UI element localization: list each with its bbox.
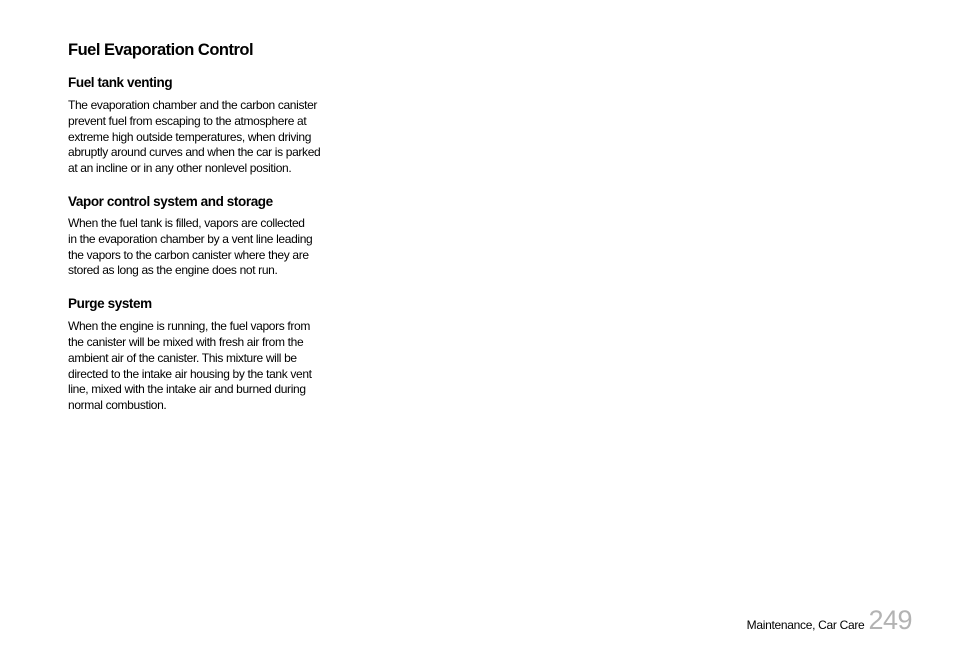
page-title: Fuel Evaporation Control [68,41,254,59]
page-footer [747,604,912,636]
page-number: 249 [868,605,912,635]
section-heading-fuel-tank-venting: Fuel tank venting [68,75,173,90]
section-body-fuel-tank-venting: The evaporation chamber and the carbon canister prevent fuel from escaping to the atmosphere at extreme high outside temperatures, when driving abruptly around curves and when the car is parked at an incline or in any other nonlevel position. [68,98,321,176]
section-body-purge-system: When the engine is running, the fuel vapors from the canister will be mixed with fresh air from the ambient air of the canister. This mixture will be directed to the intake air housing by the tank vent line, mixed with the intake air and burned during normal combustion. [68,319,312,413]
text-column [68,38,343,414]
footer-section-name: Maintenance, Car Care [746,618,865,632]
section-heading-vapor-control: Vapor control system and storage [68,193,273,209]
section-heading-purge-system: Purge system [68,296,152,312]
section-body-vapor-control: When the fuel tank is filled, vapors are collected in the evaporation chamber by a vent line leading the vapors to the carbon canister where they are stored as long as the engine does not run. [68,215,313,278]
